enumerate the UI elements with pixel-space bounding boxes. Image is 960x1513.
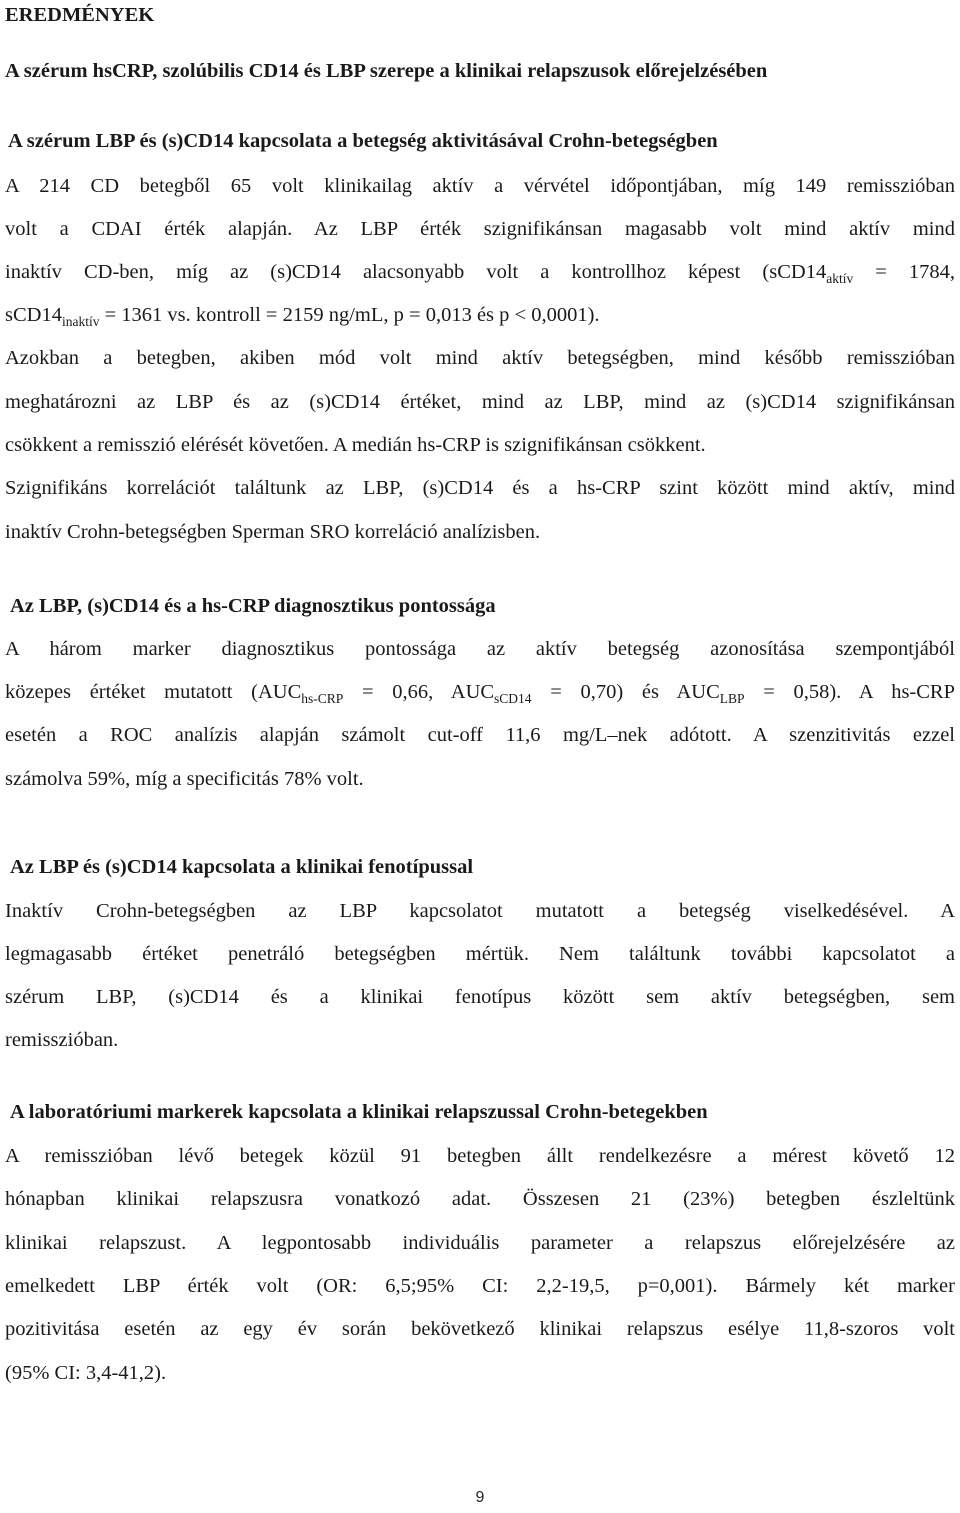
paragraph-line: Inaktív Crohn-betegségben az LBP kapcsolatot mutatott a betegség viselkedésével. A: [5, 900, 955, 922]
paragraph-line: [5, 302, 955, 328]
paragraph-line: szérum LBP, (s)CD14 és a klinikai fenotípus között sem aktív betegségben, sem: [5, 986, 955, 1008]
text-run: = 0,66, AUC: [343, 681, 495, 703]
paragraph-line: meghatározni az LBP és az (s)CD14 értéket, mind az LBP, mind az (s)CD14 szignifikánsan: [5, 391, 955, 413]
subscript: aktív: [826, 271, 854, 286]
text-run: = 0,70) és AUC: [531, 681, 720, 703]
subsection-title-activity: A szérum LBP és (s)CD14 kapcsolata a betegség aktivitásával Crohn-betegségben: [8, 130, 718, 152]
text-run: inaktív CD-ben, míg az (s)CD14 alacsonyabb volt a kontrollhoz képest (sCD14: [5, 261, 827, 283]
paragraph-line: csökkent a remisszió elérését követően. A medián hs-CRP is szignifikánsan csökkent.: [5, 434, 706, 456]
page-number: 9: [475, 1489, 485, 1506]
subsection-title-phenotype: Az LBP és (s)CD14 kapcsolata a klinikai fenotípussal: [10, 856, 474, 878]
subscript: sCD14: [494, 691, 532, 706]
paragraph-line: számolva 59%, míg a specificitás 78% volt.: [5, 768, 364, 790]
text-run: = 0,58). A hs-CRP: [744, 681, 955, 703]
paragraph-line: Szignifikáns korrelációt találtunk az LBP, (s)CD14 és a hs-CRP szint között mind aktív, mind: [5, 477, 955, 499]
paragraph-line: Azokban a betegben, akiben mód volt mind aktív betegségben, mind később remisszióban: [5, 347, 955, 369]
paragraph-line: esetén a ROC analízis alapján számolt cut-off 11,6 mg/L–nek adótott. A szenzitivitás ezzel: [5, 724, 955, 746]
subsection-title-relapse: A laboratóriumi markerek kapcsolata a klinikai relapszussal Crohn-betegekben: [10, 1101, 708, 1123]
paragraph-line: (95% CI: 3,4-41,2).: [5, 1362, 167, 1384]
paragraph-line: [5, 679, 955, 705]
text-run: sCD14: [5, 304, 62, 326]
paragraph-line: inaktív Crohn-betegségben Sperman SRO korreláció analízisben.: [5, 521, 541, 543]
paragraph-line: [5, 259, 955, 285]
paragraph-line: klinikai relapszust. A legpontosabb individuális parameter a relapszus előrejelzésére az: [5, 1232, 955, 1254]
paragraph-line: A 214 CD betegből 65 volt klinikailag aktív a vérvétel időpontjában, míg 149 remisszióban: [5, 175, 955, 197]
paragraph-line: volt a CDAI érték alapján. Az LBP érték szignifikánsan magasabb volt mind aktív mind: [5, 218, 955, 240]
paragraph-line: emelkedett LBP érték volt (OR: 6,5;95% CI: 2,2-19,5, p=0,001). Bármely két marker: [5, 1275, 955, 1297]
text-run: = 1784,: [853, 261, 956, 283]
text-run: közepes értéket mutatott (AUC: [5, 681, 302, 703]
text-run: = 1361 vs. kontroll = 2159 ng/mL, p = 0,013 és p < 0,0001).: [99, 304, 600, 326]
subscript: hs-CRP: [301, 691, 344, 706]
paragraph-line: A három marker diagnosztikus pontossága az aktív betegség azonosítása szempontjából: [5, 638, 955, 660]
paragraph-line: pozitivitása esetén az egy év során bekövetkező klinikai relapszus esélye 11,8-szoros volt: [5, 1318, 955, 1340]
subscript: LBP: [719, 691, 745, 706]
page-heading: EREDMÉNYEK: [5, 4, 155, 26]
subsection-title-diagnostic: Az LBP, (s)CD14 és a hs-CRP diagnosztikus pontossága: [10, 595, 496, 617]
paragraph-line: A remisszióban lévő betegek közül 91 betegben állt rendelkezésre a mérest követő 12: [5, 1145, 955, 1167]
paragraph-line: remisszióban.: [5, 1029, 119, 1051]
section-title: A szérum hsCRP, szolúbilis CD14 és LBP szerepe a klinikai relapszusok előrejelzésében: [5, 60, 768, 82]
paragraph-line: hónapban klinikai relapszusra vonatkozó adat. Összesen 21 (23%) betegben észleltünk: [5, 1188, 955, 1210]
paragraph-line: legmagasabb értéket penetráló betegségben mértük. Nem találtunk további kapcsolatot a: [5, 943, 955, 965]
subscript: inaktív: [61, 314, 100, 329]
